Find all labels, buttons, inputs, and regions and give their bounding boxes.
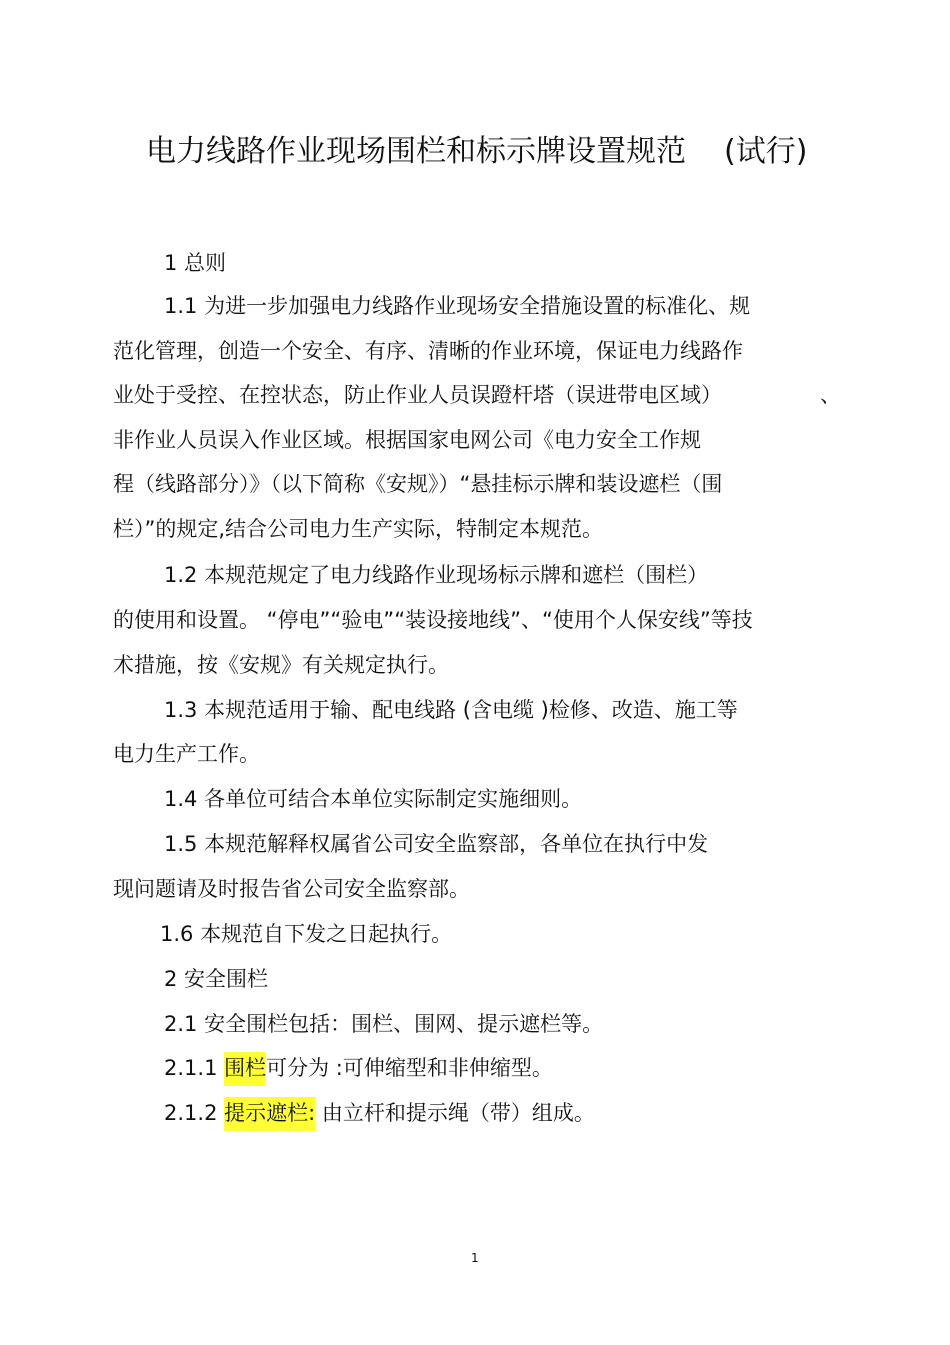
title-suffix: (试行) [724, 134, 808, 169]
para-1-2-line2: 的使用和设置。 “停电”“验电”“装设接地线”、“使用个人保安线”等技 [113, 608, 753, 632]
para-1-3-line1: 1.3 本规范适用于输、配电线路 (含电缆 )检修、改造、施工等 [164, 698, 738, 722]
para-1-1-line1: 1.1 为进一步加强电力线路作业现场安全措施设置的标准化、规 [164, 294, 751, 318]
page-number: 1 [471, 1251, 479, 1265]
heading-1: 1 总则 [164, 251, 227, 275]
highlighted-text: 提示遮栏: [224, 1097, 315, 1131]
para-1-5-line1: 1.5 本规范解释权属省公司安全监察部，各单位在执行中发 [164, 832, 709, 856]
para-1-4: 1.4 各单位可结合本单位实际制定实施细则。 [164, 787, 583, 811]
item-number: 2.1.2 [164, 1101, 218, 1125]
para-1-3-line2: 电力生产工作。 [113, 742, 260, 766]
item-number: 2.1.1 [164, 1056, 218, 1080]
document-title [146, 126, 807, 170]
item-text: 由立杆和提示绳（带）组成。 [315, 1101, 595, 1125]
para-2-1-1 [164, 1053, 553, 1083]
title-main: 电力线路作业现场围栏和标示牌设置规范 [146, 134, 686, 169]
para-1-1-line2: 范化管理，创造一个安全、有序、清晰的作业环境，保证电力线路作 [113, 339, 743, 363]
para-2-1: 2.1 安全围栏包括：围栏、围网、提示遮栏等。 [164, 1012, 604, 1036]
heading-2: 2 安全围栏 [164, 967, 269, 991]
para-1-1-line4: 非作业人员误入作业区域。根据国家电网公司《电力安全工作规 [113, 428, 701, 452]
para-1-1-line6: 栏）”的规定,结合公司电力生产实际，特制定本规范。 [113, 517, 604, 541]
para-1-5-line2: 现问题请及时报告省公司安全监察部。 [113, 877, 470, 901]
para-1-2-line3: 术措施，按《安规》有关规定执行。 [113, 653, 449, 677]
para-2-1-2 [164, 1098, 595, 1128]
para-1-2-line1: 1.2 本规范规定了电力线路作业现场标示牌和遮栏（围栏） [164, 563, 709, 587]
para-1-1-line5: 程（线路部分）》（以下简称《安规》）“悬挂标示牌和装设遮栏（围 [113, 472, 723, 496]
para-1-1-line3: 业处于受控、在控状态，防止作业人员误蹬杆塔（误进带电区域） [113, 383, 722, 407]
para-1-6: 1.6 本规范自下发之日起执行。 [160, 922, 453, 946]
item-text: 可分为 :可伸缩型和非伸缩型。 [266, 1056, 553, 1080]
para-1-1-line3-end: 、 [820, 383, 841, 407]
highlighted-text: 围栏 [224, 1052, 266, 1086]
